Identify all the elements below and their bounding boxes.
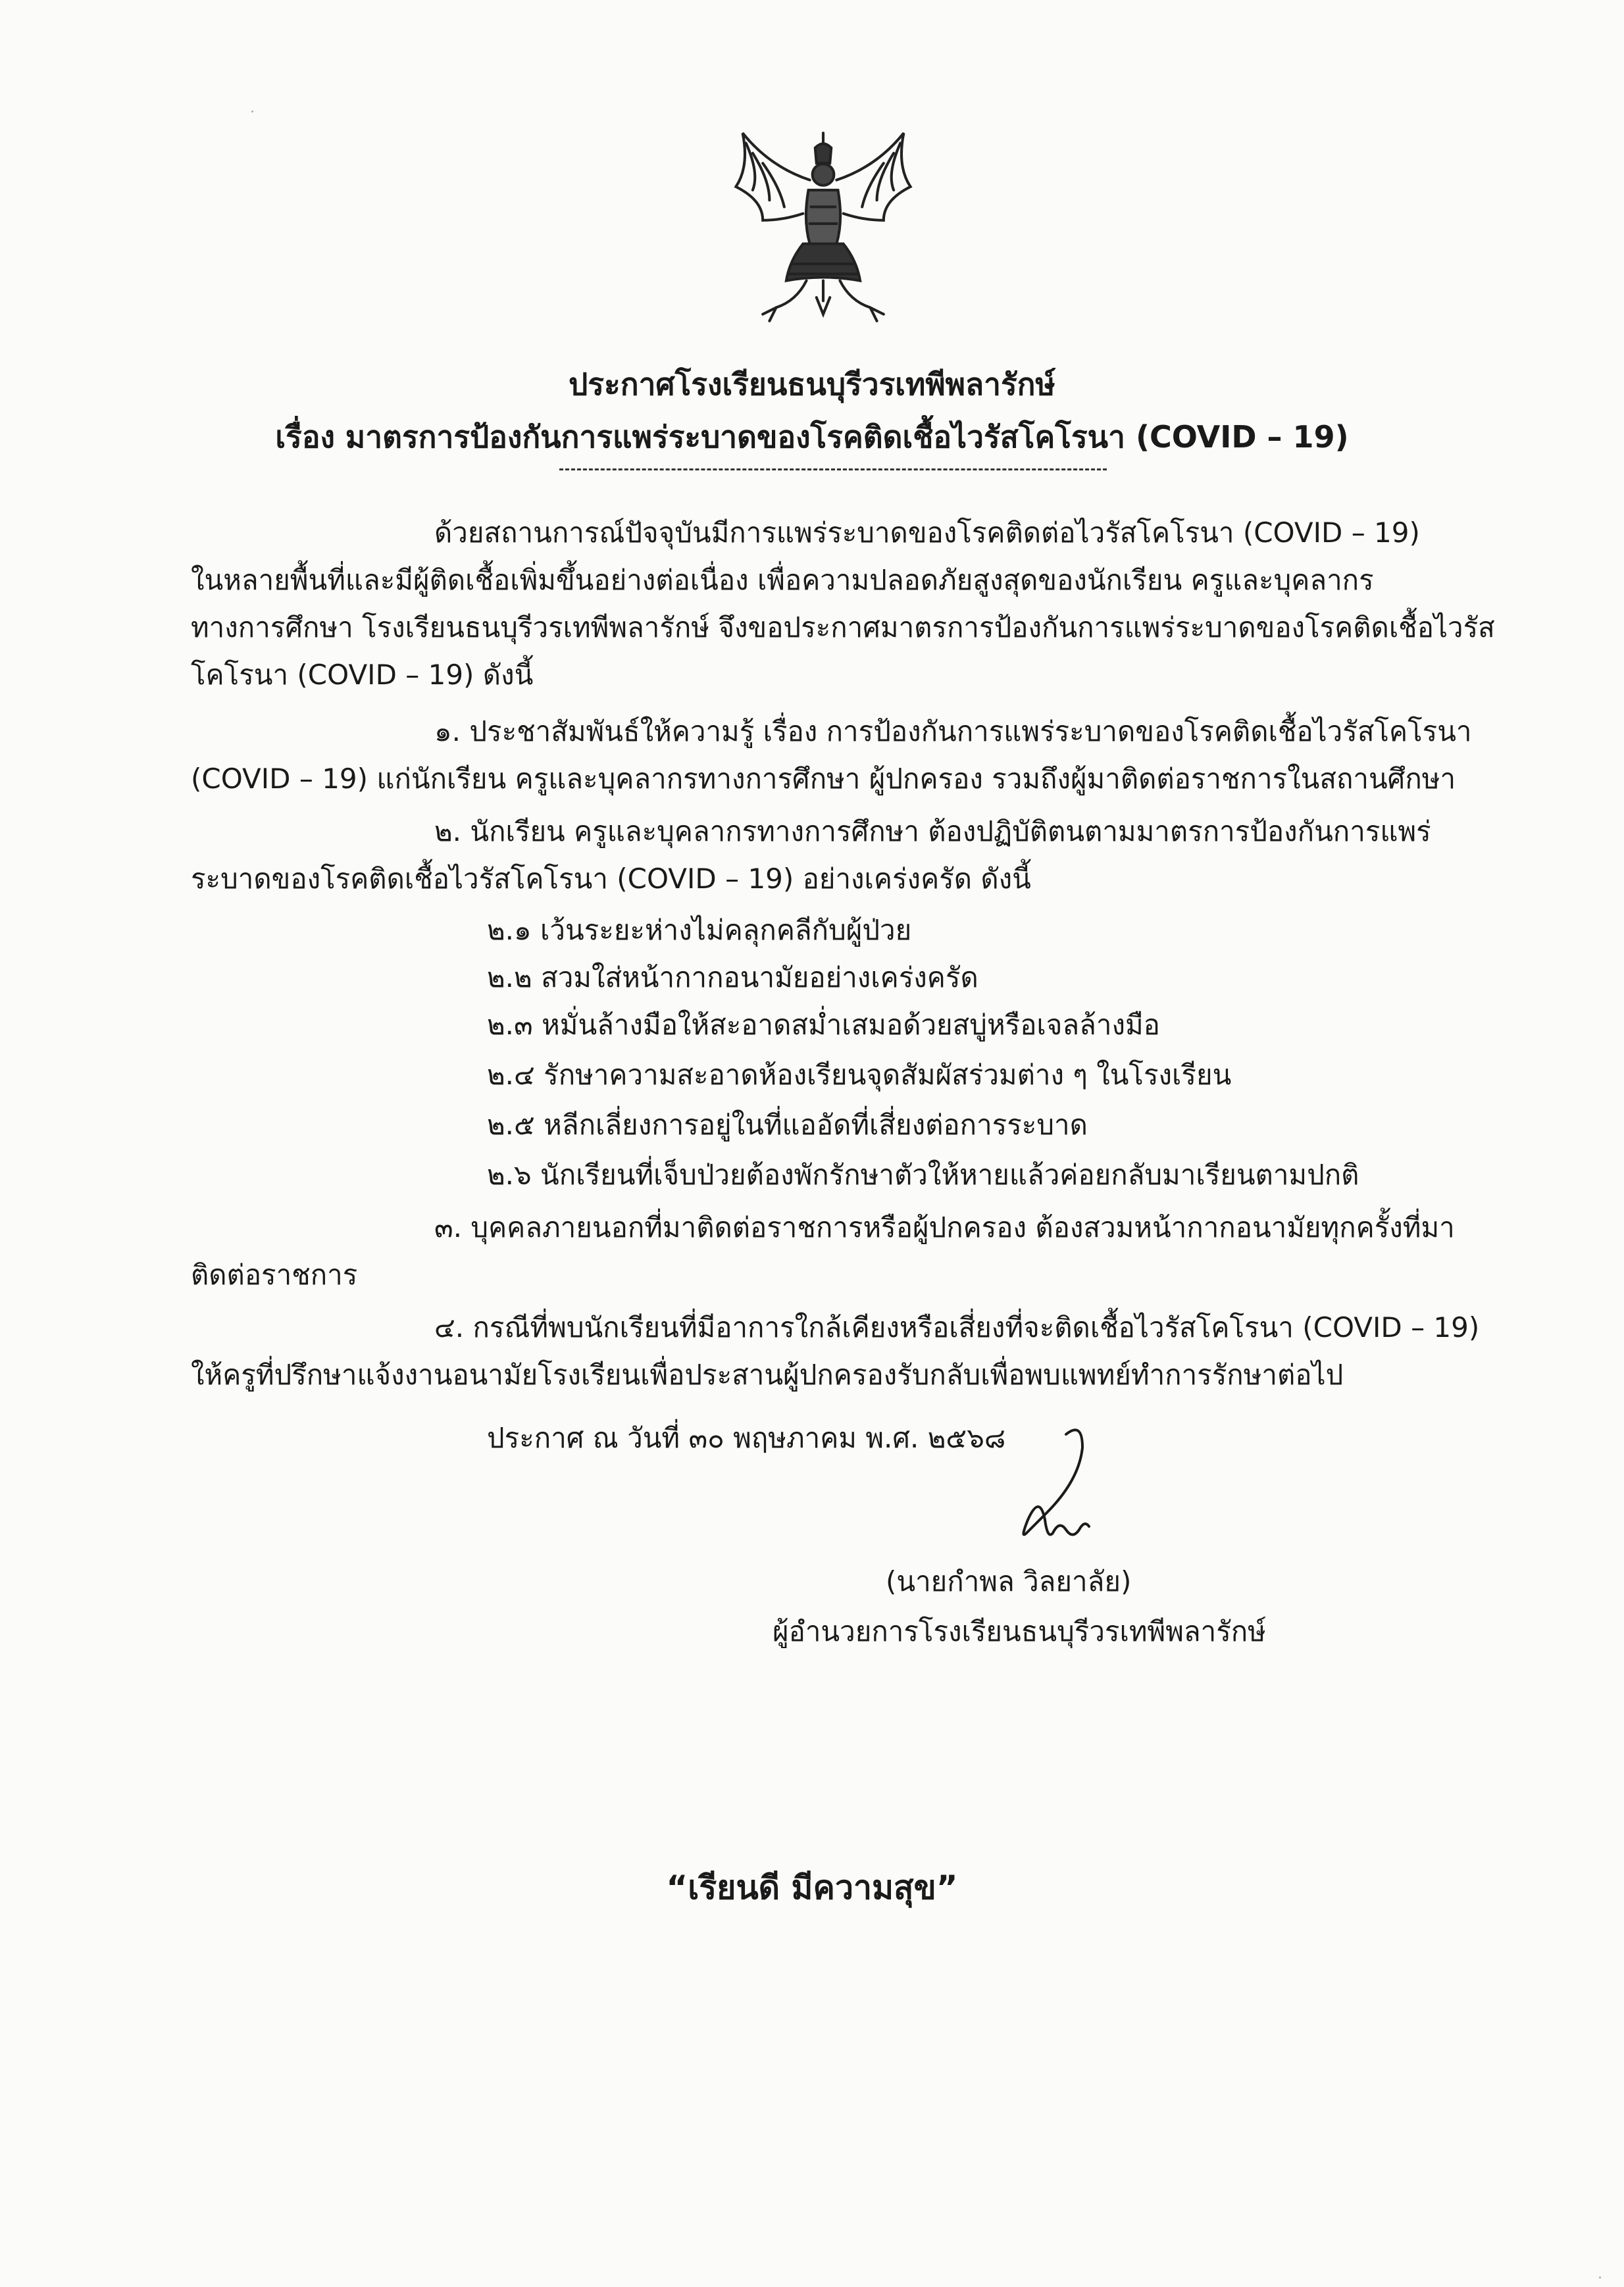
measure-1-line: ๑. ประชาสัมพันธ์ให้ความรู้ เรื่อง การป้องกันการแพร่ระบาดของโรคติดเชื้อไวรัสโคโรนา [434,715,1472,747]
title-divider [559,468,1107,470]
sub-measure-item: ๒.๖ นักเรียนที่เจ็บป่วยต้องพักรักษาตัวให้หายแล้วค่อยกลับมาเรียนตามปกติ [487,1159,1359,1191]
measure-3-line: ติดต่อราชการ [191,1259,358,1291]
measure-2-line: ระบาดของโรคติดเชื้อไวรัสโคโรนา (COVID – 19) อย่างเคร่งครัด ดังนี้ [191,863,1031,895]
intro-line: โคโรนา (COVID – 19) ดังนี้ [191,659,534,691]
signature-icon [967,1421,1125,1566]
signer-name: (นายกำพล วิลยาลัย) [886,1565,1132,1597]
intro-line: ในหลายพื้นที่และมีผู้ติดเชื้อเพิ่มขึ้นอย่างต่อเนื่อง เพื่อความปลอดภัยสูงสุดของนักเรียน ครูและบุคลากร [191,564,1374,596]
sub-measure-item: ๒.๒ สวมใส่หน้ากากอนามัยอย่างเคร่งครัด [487,961,978,993]
scan-speck [251,111,253,113]
signer-position: ผู้อำนวยการโรงเรียนธนบุรีวรเทพีพลารักษ์ [773,1615,1266,1647]
measure-4-line: ๔. กรณีที่พบนักเรียนที่มีอาการใกล้เคียงหรือเสี่ยงที่จะติดเชื้อไวรัสโคโรนา (COVID – 19) [434,1311,1480,1344]
measure-4-line: ให้ครูที่ปรึกษาแจ้งงานอนามัยโรงเรียนเพื่อประสานผู้ปกครองรับกลับเพื่อพบแพทย์ทำการรักษาต่อไป [191,1359,1344,1391]
garuda-emblem-icon [723,125,924,329]
intro-line: ทางการศึกษา โรงเรียนธนบุรีวรเทพีพลารักษ์ จึงขอประกาศมาตรการป้องกันการแพร่ระบาดของโรคติดเชื้อไวรัส [191,611,1495,643]
intro-line: ด้วยสถานการณ์ปัจจุบันมีการแพร่ระบาดของโรคติดต่อไวรัสโคโรนา (COVID – 19) [434,516,1420,549]
measure-3-line: ๓. บุคคลภายนอกที่มาติดต่อราชการหรือผู้ปกครอง ต้องสวมหน้ากากอนามัยทุกครั้งที่มา [434,1211,1455,1244]
sub-measure-item: ๒.๑ เว้นระยะห่างไม่คลุกคลีกับผู้ป่วย [487,914,912,946]
measure-2-line: ๒. นักเรียน ครูและบุคลากรทางการศึกษา ต้องปฏิบัติตนตามมาตรการป้องกันการแพร่ [434,815,1431,847]
announcement-title: ประกาศโรงเรียนธนบุรีวรเทพีพลารักษ์ [569,366,1055,402]
announcement-date: ประกาศ ณ วันที่ ๓๐ พฤษภาคม พ.ศ. ๒๕๖๘ [487,1422,1006,1454]
announcement-subject: เรื่อง มาตรการป้องกันการแพร่ระบาดของโรคติดเชื้อไวรัสโคโรนา (COVID – 19) [275,419,1349,455]
sub-measure-item: ๒.๓ หมั่นล้างมือให้สะอาดสม่ำเสมอด้วยสบู่หรือเจลล้างมือ [487,1009,1160,1041]
measure-1-line: (COVID – 19) แก่นักเรียน ครูและบุคลากรทางการศึกษา ผู้ปกครอง รวมถึงผู้มาติดต่อราชการในสถานศึกษา [191,763,1456,795]
school-motto: “เรียนดี มีความสุข” [666,1869,958,1907]
scan-speck [1599,2276,1601,2278]
sub-measure-item: ๒.๔ รักษาความสะอาดห้องเรียนจุดสัมผัสร่วมต่าง ๆ ในโรงเรียน [487,1059,1232,1091]
sub-measure-item: ๒.๕ หลีกเลี่ยงการอยู่ในที่แออัดที่เสี่ยงต่อการระบาด [487,1109,1088,1141]
